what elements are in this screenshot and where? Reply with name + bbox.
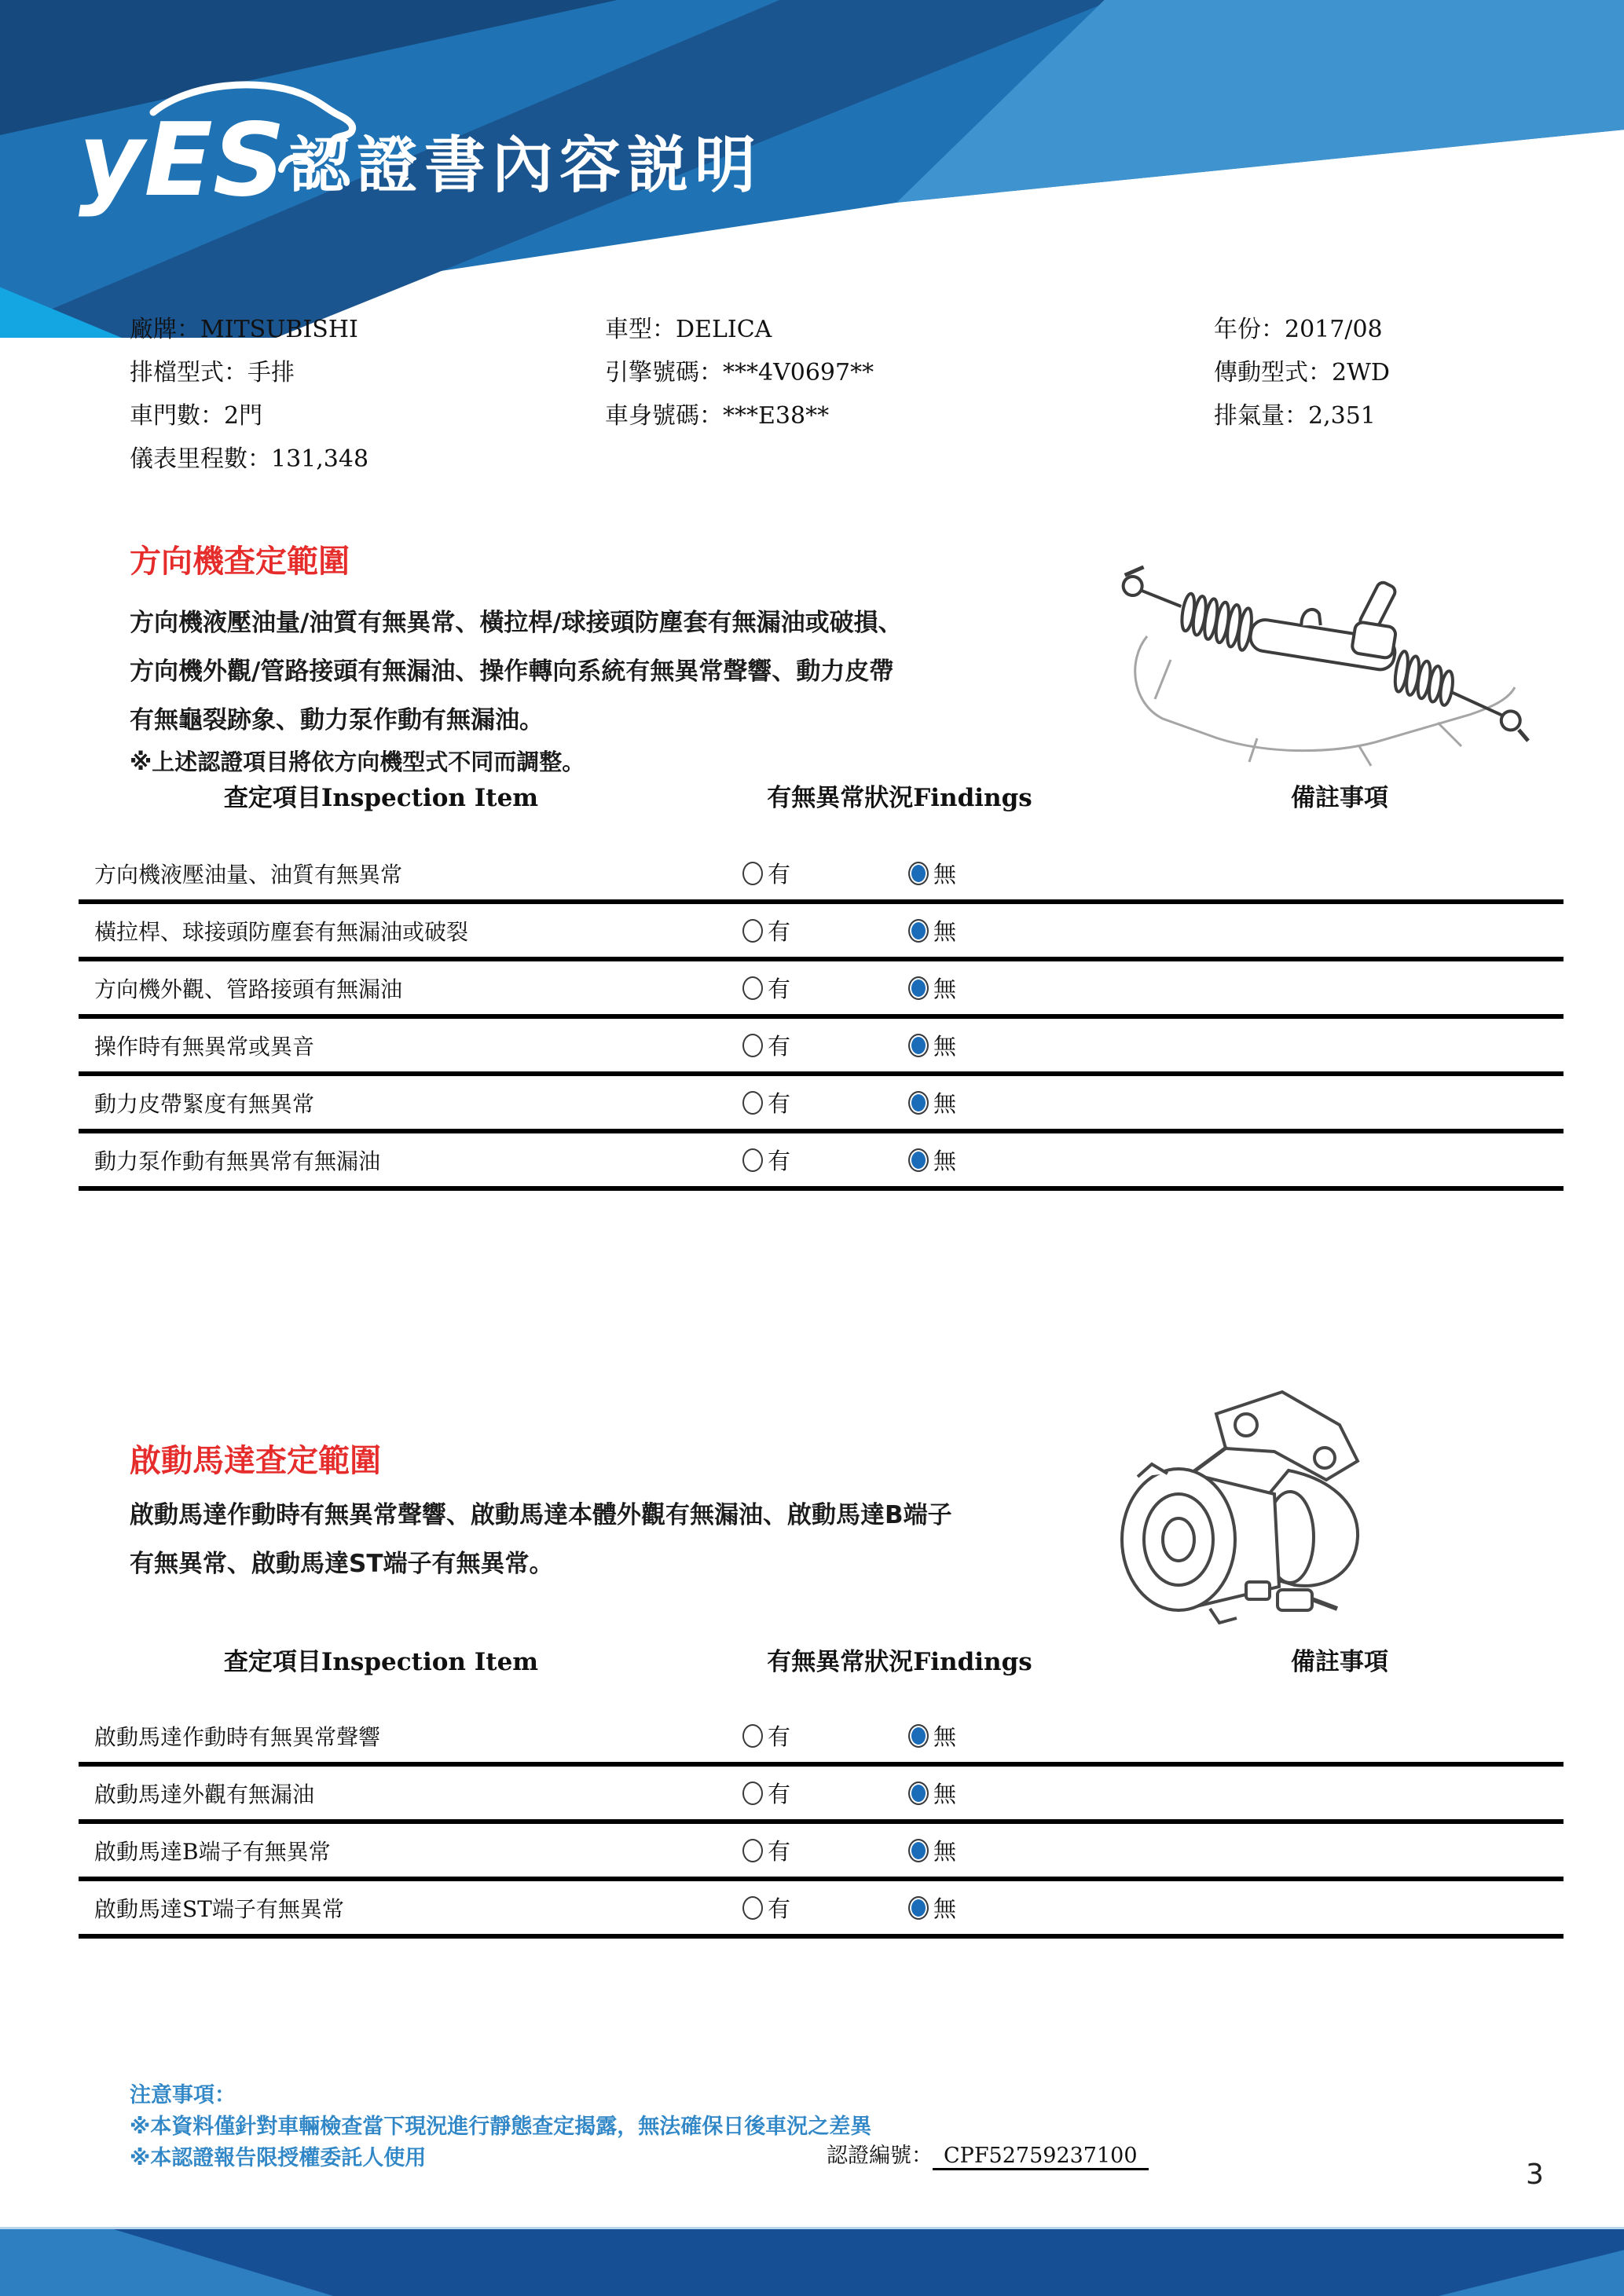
findings-option-yes (742, 1029, 790, 1061)
findings-cell (684, 1881, 1116, 1934)
findings-cell (684, 961, 1116, 1014)
radio-selected-icon (908, 1839, 929, 1862)
section-description-starter (130, 1491, 1120, 1588)
findings-option-label: 無 (933, 1033, 957, 1060)
vehicle-info-field: 傳動型式：2WD (1214, 359, 1390, 386)
findings-option-yes (742, 1834, 790, 1866)
findings-cell (684, 1824, 1116, 1877)
certificate-number-value: CPF52759237100 (933, 2144, 1149, 2170)
section-note-steering: ※上述認證項目將依方向機型式不同而調整。 (130, 749, 585, 775)
col-header-remarks: 備註事項 (1291, 1648, 1388, 1676)
inspection-item-label: 動力泵作動有無異常有無漏油 (94, 1148, 381, 1174)
findings-option-no (908, 1144, 956, 1176)
findings-option-no (908, 1891, 956, 1924)
findings-option-label: 無 (933, 1838, 957, 1865)
findings-option-label: 無 (933, 1895, 957, 1922)
findings-option-label: 有 (768, 1838, 791, 1865)
findings-option-yes (742, 1891, 790, 1924)
findings-cell (684, 1709, 1116, 1762)
vehicle-info-column (1214, 308, 1544, 481)
radio-unselected-icon (742, 919, 763, 943)
findings-option-label: 無 (933, 1148, 957, 1174)
steering-rack-illustration (1100, 542, 1556, 770)
table-row (79, 1767, 1564, 1824)
inspection-item-label: 啟動馬達ST端子有無異常 (94, 1895, 344, 1922)
radio-selected-icon (908, 1724, 929, 1748)
inspection-item-label: 啟動馬達外觀有無漏油 (94, 1781, 315, 1807)
certificate-number-label: 認證編號： (827, 2144, 933, 2168)
radio-unselected-icon (742, 1782, 763, 1805)
findings-cell (684, 904, 1116, 957)
findings-option-label: 無 (933, 1781, 957, 1807)
steering-inspection-table (79, 778, 1564, 1191)
note-cell (1116, 1019, 1505, 1071)
findings-option-no (908, 972, 956, 1004)
section-description-line: 有無異常、啟動馬達ST端子有無異常。 (130, 1550, 554, 1578)
radio-unselected-icon (742, 862, 763, 885)
radio-selected-icon (908, 862, 929, 885)
table-row (79, 1824, 1564, 1881)
findings-option-label: 有 (768, 1033, 791, 1060)
section-description-line: 有無龜裂跡象、動力泵作動有無漏油。 (130, 706, 544, 734)
radio-unselected-icon (742, 1091, 763, 1115)
col-header-findings: 有無異常狀況Findings (767, 784, 1032, 812)
table-header-row (79, 1642, 1564, 1709)
radio-selected-icon (908, 976, 929, 1000)
table-header-row (79, 778, 1564, 847)
findings-option-label: 有 (768, 861, 791, 888)
page-title: 認證書內容説明 (289, 130, 763, 201)
radio-unselected-icon (742, 976, 763, 1000)
section-description-line: 方向機外觀/管路接頭有無漏油、操作轉向系統有無異常聲響、動力皮帶 (130, 657, 894, 686)
note-cell (1116, 1824, 1505, 1877)
table-row (79, 847, 1564, 904)
col-header-inspection-item: 查定項目Inspection Item (223, 784, 539, 812)
radio-unselected-icon (742, 1839, 763, 1862)
svg-text:yES: yES (79, 102, 286, 219)
vehicle-info-field: 車門數：2門 (130, 402, 263, 430)
note-cell (1116, 1709, 1505, 1762)
inspection-item-label: 方向機外觀、管路接頭有無漏油 (94, 976, 403, 1002)
vehicle-info-field: 車身號碼：***E38** (605, 402, 830, 430)
vehicle-info-field: 排氣量：2,351 (1214, 402, 1376, 430)
findings-cell (684, 1076, 1116, 1129)
note-cell (1116, 1133, 1505, 1186)
inspection-item-label: 橫拉桿、球接頭防塵套有無漏油或破裂 (94, 918, 469, 945)
section-description-line: 方向機液壓油量/油質有無異常、橫拉桿/球接頭防塵套有無漏油或破損、 (130, 609, 903, 637)
starter-inspection-table (79, 1642, 1564, 1939)
findings-option-no (908, 1029, 956, 1061)
findings-option-yes (742, 1719, 790, 1752)
vehicle-info-column (605, 308, 1214, 481)
findings-option-label: 有 (768, 1781, 791, 1807)
table-row (79, 1133, 1564, 1191)
findings-option-yes (742, 972, 790, 1004)
col-header-remarks: 備註事項 (1291, 784, 1388, 812)
col-header-inspection-item: 查定項目Inspection Item (223, 1648, 539, 1676)
footer-band (0, 2227, 1624, 2296)
section-description-line: 啟動馬達作動時有無異常聲響、啟動馬達本體外觀有無漏油、啟動馬達B端子 (130, 1501, 952, 1529)
table-row (79, 961, 1564, 1019)
notice-title: 注意事項： (130, 2083, 236, 2107)
radio-selected-icon (908, 1782, 929, 1805)
note-cell (1116, 961, 1505, 1014)
findings-option-label: 有 (768, 1895, 791, 1922)
findings-option-yes (742, 1086, 790, 1119)
findings-cell (684, 1767, 1116, 1819)
page-number: 3 (1526, 2159, 1544, 2191)
vehicle-info-field: 車型：DELICA (605, 316, 772, 343)
inspection-item-label: 操作時有無異常或異音 (94, 1033, 315, 1060)
findings-option-no (908, 1719, 956, 1752)
page-header (0, 0, 1624, 338)
table-row (79, 1019, 1564, 1076)
vehicle-info-field: 廠牌：MITSUBISHI (130, 316, 358, 343)
vehicle-info-column (130, 308, 605, 481)
certificate-number-line (827, 2138, 1149, 2169)
vehicle-info-field: 引擎號碼：***4V0697** (605, 359, 874, 386)
findings-option-no (908, 1086, 956, 1119)
note-cell (1116, 904, 1505, 957)
radio-selected-icon (908, 1091, 929, 1115)
vehicle-info-field: 儀表里程數：131,348 (130, 445, 369, 473)
table-row (79, 904, 1564, 961)
findings-option-label: 有 (768, 918, 791, 945)
table-row (79, 1076, 1564, 1133)
radio-unselected-icon (742, 1034, 763, 1057)
findings-option-label: 有 (768, 1148, 791, 1174)
note-cell (1116, 847, 1505, 899)
findings-option-label: 無 (933, 918, 957, 945)
radio-selected-icon (908, 1896, 929, 1920)
findings-option-no (908, 914, 956, 947)
table-row (79, 1881, 1564, 1939)
findings-option-yes (742, 1144, 790, 1176)
note-cell (1116, 1881, 1505, 1934)
radio-unselected-icon (742, 1148, 763, 1172)
findings-option-no (908, 1834, 956, 1866)
findings-option-no (908, 857, 956, 889)
inspection-item-label: 動力皮帶緊度有無異常 (94, 1090, 315, 1117)
findings-option-no (908, 1777, 956, 1809)
findings-cell (684, 1133, 1116, 1186)
radio-unselected-icon (742, 1896, 763, 1920)
starter-motor-illustration (1092, 1376, 1399, 1635)
notice-line-1: ※本資料僅針對車輛檢查當下現況進行靜態查定揭露，無法確保日後車況之差異 (130, 2115, 872, 2139)
radio-selected-icon (908, 1148, 929, 1172)
findings-option-yes (742, 857, 790, 889)
note-cell (1116, 1767, 1505, 1819)
table-row (79, 1709, 1564, 1767)
findings-option-label: 無 (933, 976, 957, 1002)
vehicle-info (130, 308, 1544, 481)
findings-option-label: 有 (768, 1723, 791, 1750)
notice-line-2: ※本認證報告限授權委託人使用 (130, 2146, 427, 2170)
findings-option-label: 有 (768, 976, 791, 1002)
findings-option-yes (742, 1777, 790, 1809)
section-description-steering (130, 599, 1120, 745)
inspection-item-label: 啟動馬達B端子有無異常 (94, 1838, 331, 1865)
section-title-starter: 啟動馬達查定範圍 (130, 1443, 381, 1479)
findings-option-label: 無 (933, 1723, 957, 1750)
vehicle-info-field: 年份：2017/08 (1214, 316, 1383, 343)
section-title-steering: 方向機查定範圍 (130, 544, 350, 580)
radio-selected-icon (908, 1034, 929, 1057)
findings-cell (684, 1019, 1116, 1071)
findings-option-label: 無 (933, 861, 957, 888)
col-header-findings: 有無異常狀況Findings (767, 1648, 1032, 1676)
inspection-item-label: 方向機液壓油量、油質有無異常 (94, 861, 403, 888)
findings-option-label: 無 (933, 1090, 957, 1117)
note-cell (1116, 1076, 1505, 1129)
vehicle-info-field: 排檔型式：手排 (130, 359, 295, 386)
findings-option-yes (742, 914, 790, 947)
radio-selected-icon (908, 919, 929, 943)
inspection-item-label: 啟動馬達作動時有無異常聲響 (94, 1723, 381, 1750)
radio-unselected-icon (742, 1724, 763, 1748)
findings-cell (684, 847, 1116, 899)
findings-option-label: 有 (768, 1090, 791, 1117)
